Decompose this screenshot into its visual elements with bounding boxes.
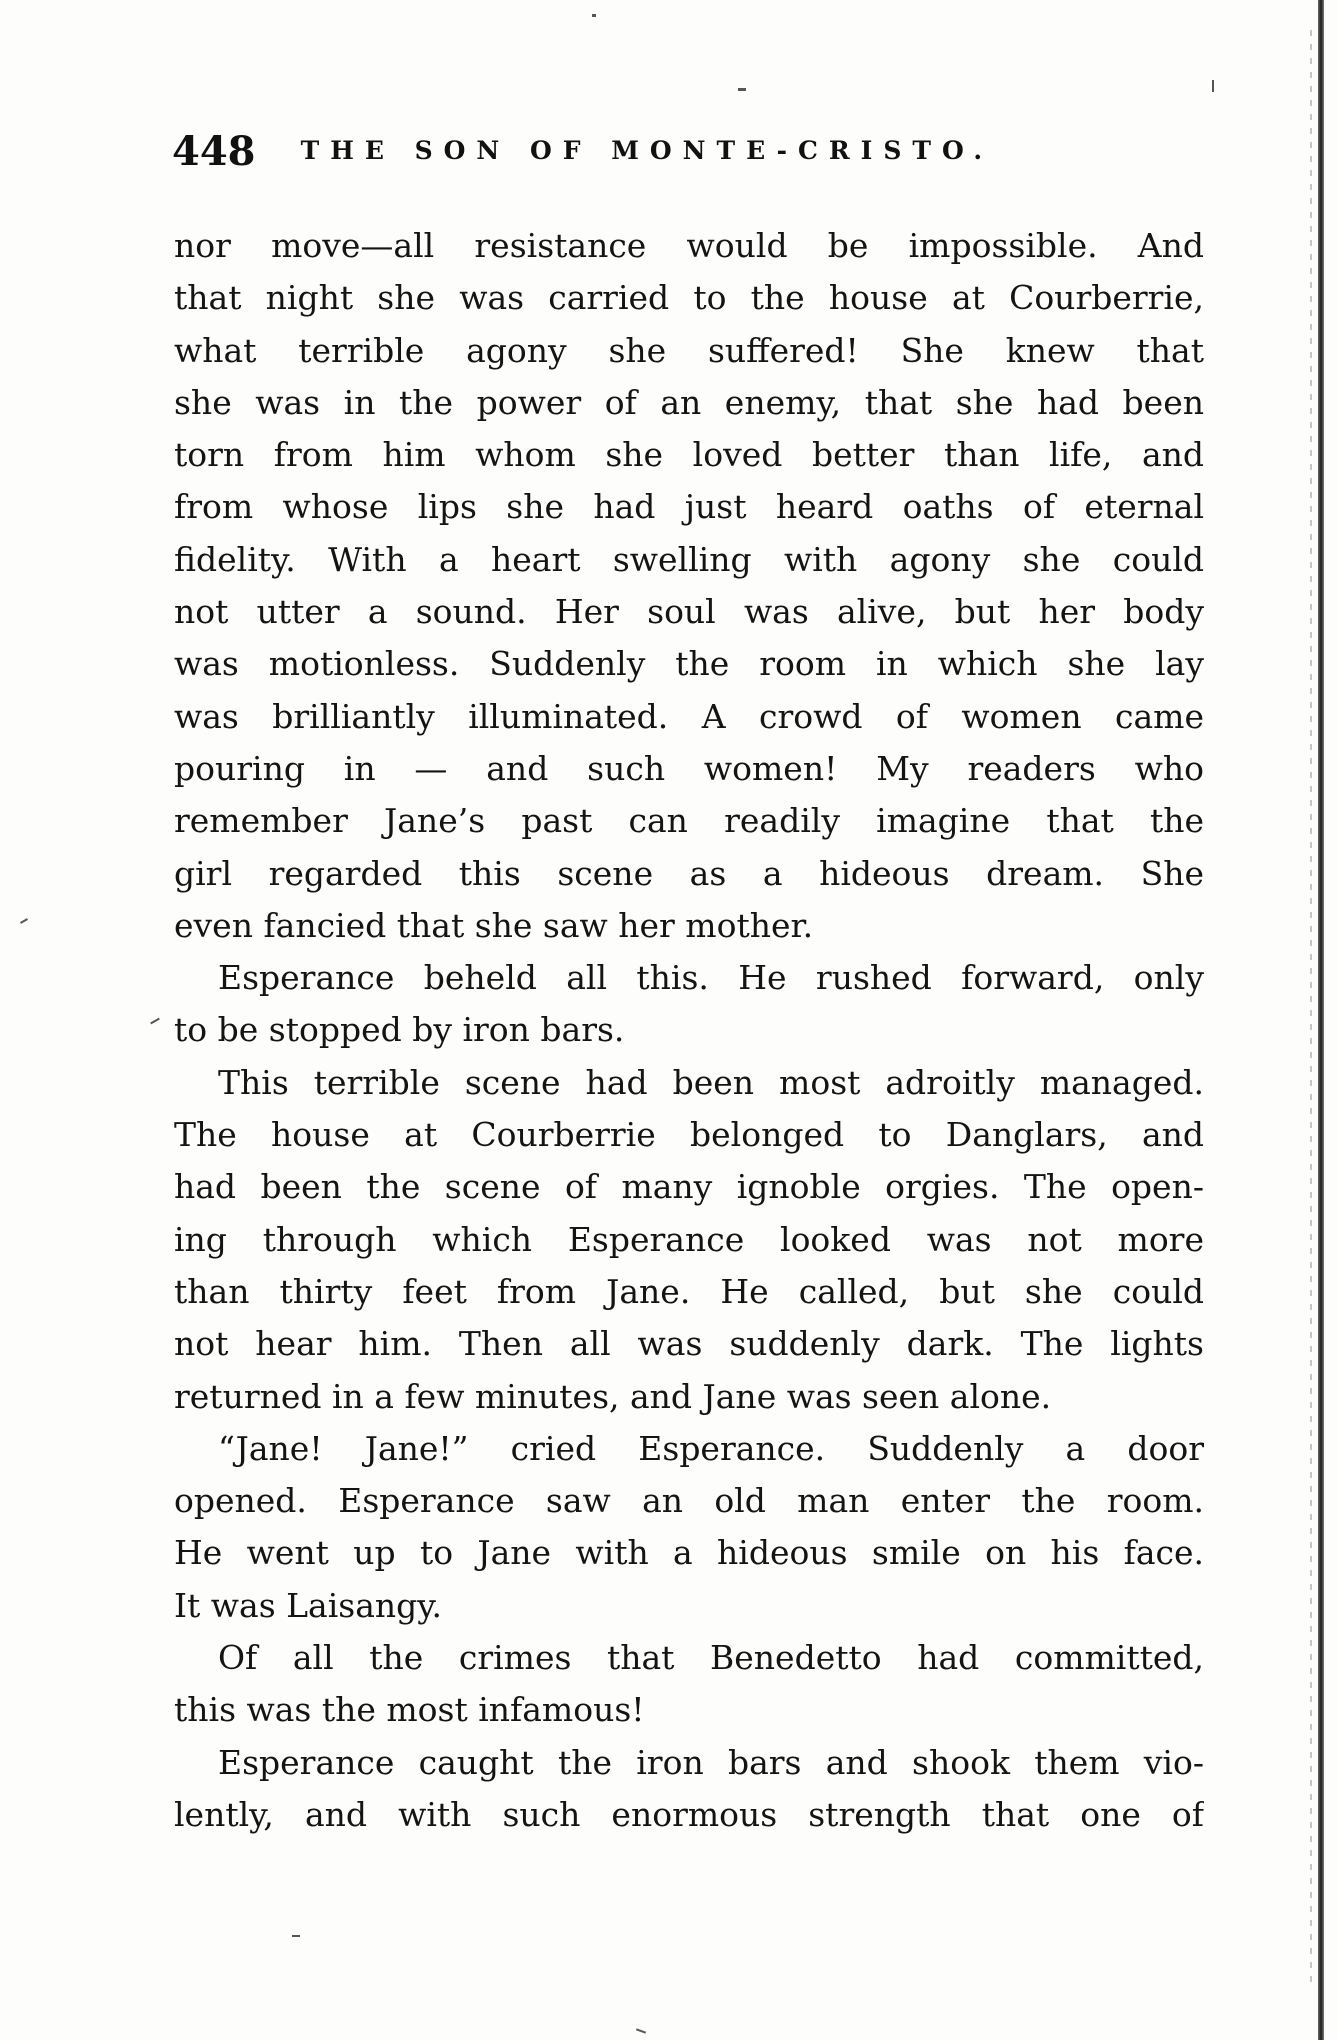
- print-speck: [20, 918, 28, 924]
- text-line: than thirty feet from Jane. He called, but she could: [174, 1271, 1204, 1311]
- body-text: [174, 220, 1204, 1841]
- text-line: lently, and with such enormous strength that one of: [174, 1794, 1204, 1834]
- text-line: remember Jane’s past can readily imagine that the: [174, 801, 1204, 841]
- print-speck: [592, 14, 596, 17]
- page-number: 448: [172, 128, 256, 175]
- page-binding-edge: [1318, 0, 1324, 2040]
- print-speck: [1212, 80, 1214, 92]
- text-line: what terrible agony she suffered! She knew that: [174, 330, 1204, 370]
- print-speck: [636, 2028, 646, 2033]
- text-line: not utter a sound. Her soul was alive, but her body: [174, 592, 1204, 632]
- text-line: this was the most infamous!: [174, 1690, 645, 1730]
- text-line: not hear him. Then all was suddenly dark. The lights: [174, 1324, 1204, 1364]
- text-line: Esperance beheld all this. He rushed forward, only: [218, 958, 1204, 998]
- text-line: pouring in — and such women! My readers who: [174, 748, 1204, 788]
- text-line: Esperance caught the iron bars and shook them vio-: [218, 1742, 1204, 1782]
- text-line: was motionless. Suddenly the room in which she lay: [174, 644, 1204, 684]
- print-speck: [292, 1935, 300, 1937]
- text-line: to be stopped by iron bars.: [174, 1010, 625, 1050]
- text-line: was brilliantly illuminated. A crowd of women came: [174, 696, 1204, 736]
- text-line: even fancied that she saw her mother.: [174, 905, 814, 945]
- page-header: [172, 128, 1212, 175]
- text-line: returned in a few minutes, and Jane was seen alone.: [174, 1376, 1052, 1416]
- text-line: had been the scene of many ignoble orgies. The open-: [174, 1167, 1204, 1207]
- text-line: It was Laisangy.: [174, 1585, 443, 1625]
- text-line: He went up to Jane with a hideous smile on his face.: [174, 1533, 1204, 1573]
- text-line: This terrible scene had been most adroitly managed.: [218, 1062, 1204, 1102]
- running-title: THE SON OF MONTE-CRISTO.: [300, 136, 994, 165]
- text-line: that night she was carried to the house at Courberrie,: [174, 278, 1204, 318]
- text-line: nor move—all resistance would be impossible. And: [174, 226, 1204, 265]
- text-line: The house at Courberrie belonged to Danglars, and: [174, 1115, 1204, 1155]
- binding-shadow: [1310, 30, 1312, 1990]
- text-line: Of all the crimes that Benedetto had committed,: [218, 1638, 1204, 1678]
- print-speck: [738, 88, 746, 91]
- text-line: ing through which Esperance looked was not more: [174, 1219, 1204, 1259]
- text-line: she was in the power of an enemy, that she had been: [174, 382, 1204, 422]
- text-line: from whose lips she had just heard oaths of eternal: [174, 487, 1204, 527]
- text-line: girl regarded this scene as a hideous dream. She: [174, 853, 1204, 893]
- text-line: fidelity. With a heart swelling with agony she could: [174, 539, 1204, 579]
- print-speck: [150, 1018, 160, 1025]
- text-line: torn from him whom she loved better than life, and: [174, 435, 1204, 475]
- text-line: “Jane! Jane!” cried Esperance. Suddenly a door: [218, 1428, 1204, 1468]
- text-line: opened. Esperance saw an old man enter the room.: [174, 1481, 1204, 1521]
